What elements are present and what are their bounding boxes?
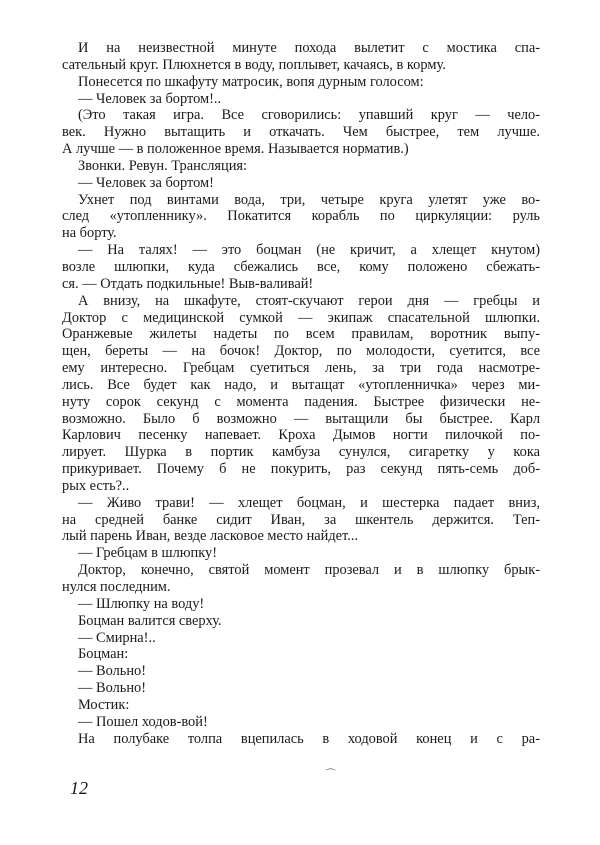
text-line: ся. — Отдать подкильные! Выв-валивай! [62,275,314,292]
text-line: щен, береты — на бочок! Доктор, по молодости, суетится, все [62,343,540,360]
text-line: на средней банке сидит Иван, за шкентель держится. Теп- [62,511,540,528]
text-line: сательный круг. Плюхнется в воду, поплывет, качаясь, в корму. [62,56,446,73]
text-line: Доктор, конечно, святой момент прозевал и в шлюпку брык- [78,562,540,579]
text-line: Карлович песенку напевает. Кроха Дымов ногти пилочкой по- [62,427,540,444]
text-line: (Это такая игра. Все сговорились: упавший круг — чело- [78,107,540,124]
text-line: А внизу, на шкафуте, стоят-скучают герои дня — гребцы и [78,292,540,309]
text-line: Мостик: [78,696,130,713]
text-line: прикуривает. Почему б не покурить, раз секунд пять-семь доб- [62,461,540,478]
text-line: лись. Все будет как надо, и вытащат «утопленничка» через ми- [62,376,540,393]
text-line: — Смирна!.. [78,629,156,646]
page-number: 12 [70,778,88,798]
text-line: Боцман: [78,646,129,663]
text-line: — Гребцам в шлюпку! [78,545,217,562]
text-line: — Пошел ходов-вой! [78,713,208,730]
text-line: — Вольно! [78,680,147,697]
text-line: лирует. Шурка в портик камбуза сунулся, сигаретку у кока [62,444,540,461]
text-line: Оранжевые жилеты надеты по всем правилам, воротник выпу- [62,326,540,343]
text-line: И на неизвестной минуте похода вылетит с мостика спа- [78,40,540,56]
text-line: возможно. Было б возможно — вытащили бы быстрее. Карл [62,410,540,427]
text-line: — Шлюпку на воду! [78,595,205,612]
text-line: лый парень Иван, везде ласковое место найдет... [62,528,359,545]
text-line: рых есть?.. [62,477,130,494]
text-line: возле шлюпки, куда сбежались все, кому положено сбежать- [62,258,540,275]
text-line: нулся последним. [62,579,171,595]
text-line: — Человек за бортом! [78,174,214,191]
text-line: на борту. [62,225,117,242]
text-line: Ухнет под винтами вода, три, четыре круга улетят уже во- [78,191,540,208]
text-line: Доктор с медицинской сумкой — экипаж спасательной шлюпки. [62,309,540,326]
stray-mark: ⌒ [325,768,336,781]
text-line: след «утопленнику». Покатится корабль по циркуляции: руль [62,208,540,225]
text-line: — Живо трави! — хлещет боцман, и шестерка падает вниз, [78,494,540,511]
text-line: нуту сорок секунд с момента падения. Быстрее физически не- [62,393,540,410]
text-line: ему интересно. Гребцам суетиться лень, за три года насмотре- [62,360,540,377]
text-line: — На талях! — это боцман (не кричит, а хлещет кнутом) [78,242,540,259]
text-line: Понесется по шкафуту матросик, вопя дурным голосом: [78,73,424,90]
text-line: — Человек за бортом!.. [78,90,222,107]
text-line: Боцман валится сверху. [78,612,222,629]
text-line: — Вольно! [78,663,147,680]
text-line: Звонки. Ревун. Трансляция: [78,157,248,174]
body-text [62,40,540,747]
text-line: На полубаке толпа вцепилась в ходовой конец и с ра- [78,730,540,747]
text-line: А лучше — в положенное время. Называется норматив.) [62,141,409,158]
text-line: век. Нужно вытащить и откачать. Чем быстрее, тем лучше. [62,124,540,141]
